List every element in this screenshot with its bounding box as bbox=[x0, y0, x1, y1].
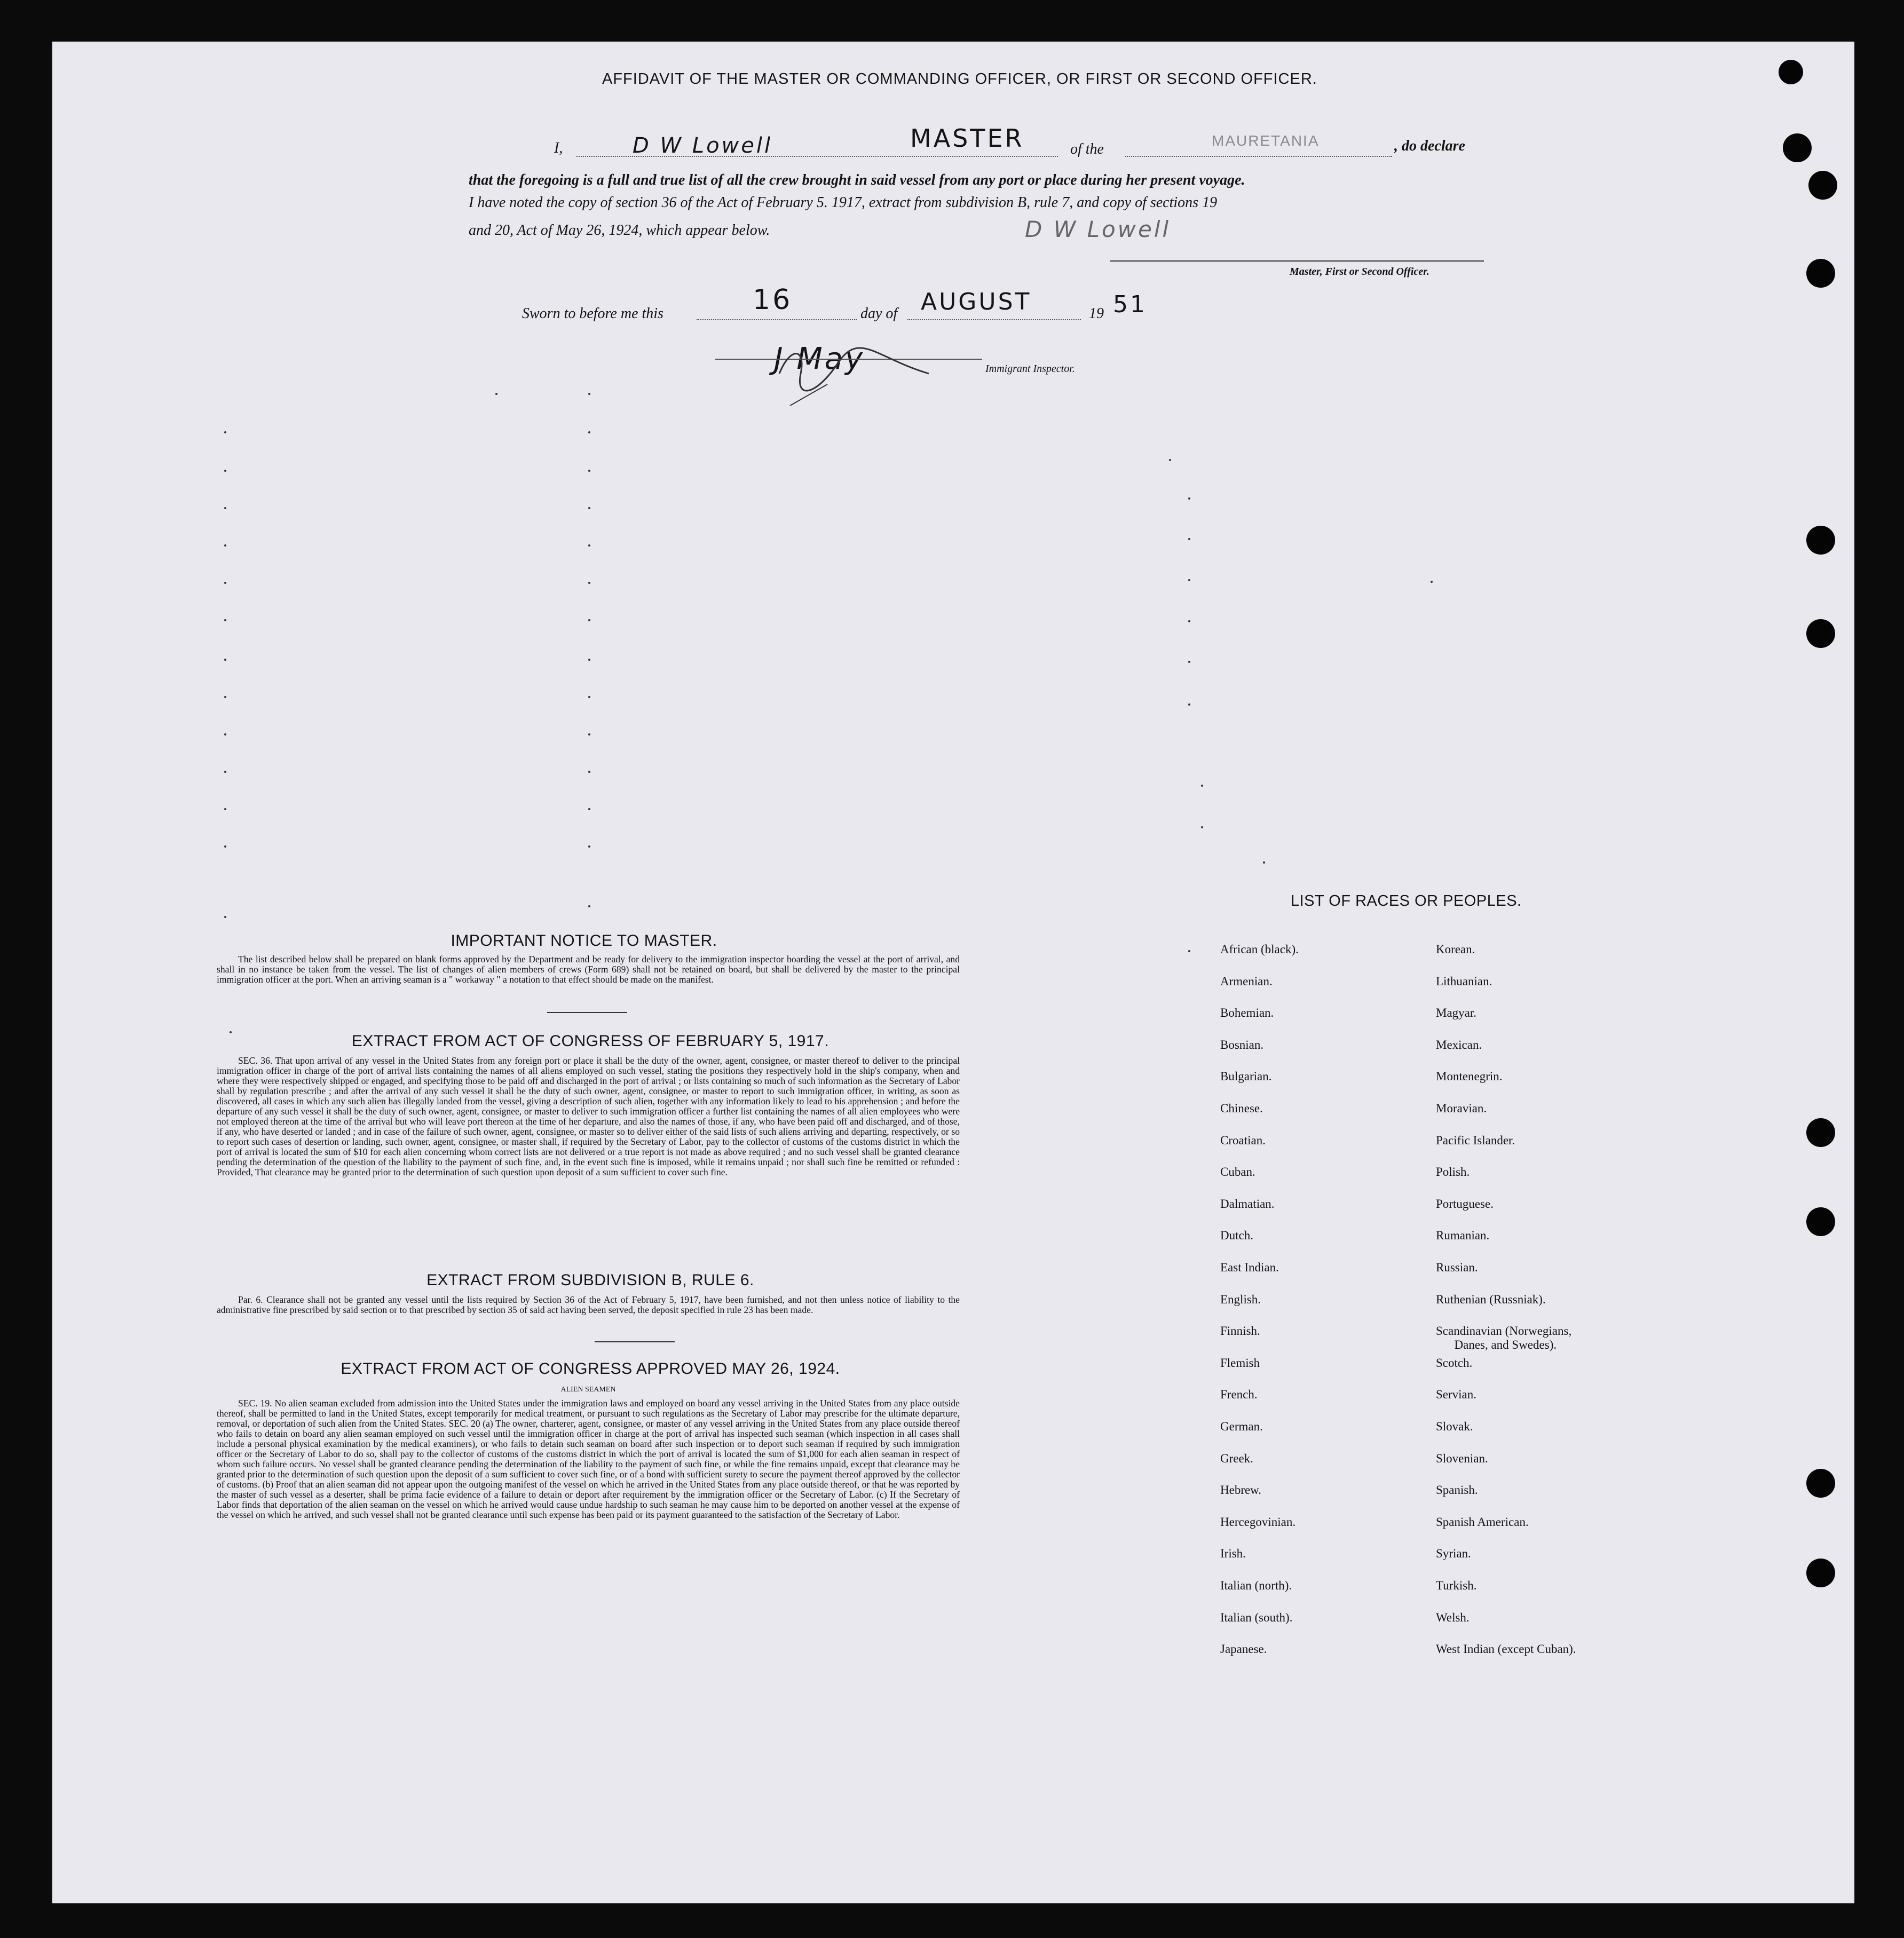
race-item: Chinese. bbox=[1220, 1102, 1263, 1115]
month-handwritten: AUGUST bbox=[921, 288, 1032, 315]
speck bbox=[1188, 579, 1190, 581]
race-item: English. bbox=[1220, 1292, 1261, 1306]
speck bbox=[588, 470, 590, 472]
speck bbox=[588, 845, 590, 848]
speck bbox=[1188, 661, 1190, 663]
race-item: Turkish. bbox=[1436, 1579, 1477, 1592]
speck bbox=[224, 544, 226, 547]
extract-rule6-body: Par. 6. Clearance shall not be granted any vessel until the lists required by Section 36 of the Act of February 5, 1917, have been furnished, and not then unless notice of liability to the administrative fine prescribed by said section or to that prescribed by section 35 of said act having been served, the deposit specified in rule 23 has been made. bbox=[217, 1294, 960, 1315]
month-line bbox=[907, 319, 1081, 320]
punch-hole bbox=[1806, 1118, 1835, 1147]
speck bbox=[588, 696, 590, 698]
race-item: Bulgarian. bbox=[1220, 1070, 1272, 1083]
affidavit-i-prefix: I, bbox=[554, 140, 563, 156]
speck bbox=[224, 659, 226, 661]
speck bbox=[1188, 620, 1190, 622]
race-item: Pacific Islander. bbox=[1436, 1133, 1515, 1147]
speck bbox=[224, 696, 226, 698]
punch-hole bbox=[1779, 60, 1803, 84]
affidavit-line-4: and 20, Act of May 26, 1924, which appear below. bbox=[469, 222, 770, 239]
race-item: Croatian. bbox=[1220, 1133, 1266, 1147]
of-the-label: of the bbox=[1070, 141, 1104, 157]
day-handwritten: 16 bbox=[753, 284, 793, 316]
extract-rule6-title: EXTRACT FROM SUBDIVISION B, RULE 6. bbox=[426, 1271, 754, 1289]
speck bbox=[1431, 581, 1433, 583]
speck bbox=[1188, 538, 1190, 540]
day-of-label: day of bbox=[860, 305, 898, 322]
race-item: Finnish. bbox=[1220, 1324, 1260, 1338]
race-item: Polish. bbox=[1436, 1165, 1470, 1179]
punch-hole bbox=[1806, 619, 1835, 648]
speck bbox=[1188, 950, 1190, 952]
day-line bbox=[697, 319, 857, 320]
speck bbox=[224, 431, 226, 433]
race-item: Dalmatian. bbox=[1220, 1197, 1275, 1211]
race-item: Japanese. bbox=[1220, 1642, 1267, 1656]
speck bbox=[588, 582, 590, 584]
race-item: Scotch. bbox=[1436, 1356, 1473, 1370]
vessel-line bbox=[1125, 156, 1392, 157]
race-item: Ruthenian (Russniak). bbox=[1436, 1292, 1546, 1306]
speck bbox=[588, 393, 590, 395]
race-item: Greek. bbox=[1220, 1451, 1253, 1465]
affidavit-line-3: I have noted the copy of section 36 of the Act of February 5. 1917, extract from subdivision B, rule 7, and copy of sections 19 bbox=[469, 194, 1218, 211]
speck bbox=[588, 771, 590, 773]
race-item: Magyar. bbox=[1436, 1006, 1477, 1020]
punch-hole bbox=[1808, 171, 1837, 200]
year-prefix: 19 bbox=[1089, 305, 1104, 322]
race-item: Cuban. bbox=[1220, 1165, 1255, 1179]
sworn-label: Sworn to before me this bbox=[522, 305, 663, 322]
race-item: Lithuanian. bbox=[1436, 974, 1492, 988]
speck bbox=[1169, 459, 1171, 461]
speck bbox=[1201, 826, 1203, 828]
speck bbox=[495, 393, 497, 395]
punch-hole bbox=[1806, 1559, 1835, 1587]
race-item: German. bbox=[1220, 1420, 1263, 1433]
speck bbox=[588, 659, 590, 661]
race-item: Bohemian. bbox=[1220, 1006, 1274, 1020]
master-name-handwritten: D W Lowell bbox=[633, 133, 773, 158]
race-item: Welsh. bbox=[1436, 1610, 1470, 1624]
speck bbox=[224, 507, 226, 509]
race-item: Spanish American. bbox=[1436, 1515, 1529, 1529]
race-item: Bosnian. bbox=[1220, 1038, 1264, 1051]
speck bbox=[1188, 497, 1190, 500]
punch-hole bbox=[1806, 526, 1835, 555]
extract-1924-subtitle: ALIEN SEAMEN bbox=[560, 1386, 616, 1394]
punch-hole bbox=[1783, 133, 1812, 162]
race-item: Slovenian. bbox=[1436, 1451, 1488, 1465]
master-caption: Master, First or Second Officer. bbox=[1290, 266, 1429, 278]
rank-handwritten: MASTER bbox=[910, 124, 1024, 153]
speck bbox=[1263, 861, 1265, 864]
speck bbox=[588, 808, 590, 810]
speck bbox=[224, 808, 226, 810]
speck bbox=[588, 619, 590, 621]
master-signature-line bbox=[1110, 260, 1484, 262]
race-item: Armenian. bbox=[1220, 974, 1273, 988]
race-item: Portuguese. bbox=[1436, 1197, 1494, 1211]
speck bbox=[588, 905, 590, 907]
notice-title: IMPORTANT NOTICE TO MASTER. bbox=[451, 932, 717, 950]
speck bbox=[224, 619, 226, 621]
speck bbox=[224, 771, 226, 773]
race-item: Slovak. bbox=[1436, 1420, 1473, 1433]
race-item: Syrian. bbox=[1436, 1547, 1471, 1561]
speck bbox=[224, 582, 226, 584]
vessel-name-stamp: MAURETANIA bbox=[1212, 132, 1320, 149]
inspector-caption: Immigrant Inspector. bbox=[985, 363, 1075, 375]
speck bbox=[588, 507, 590, 509]
race-item: Flemish bbox=[1220, 1356, 1260, 1370]
speck bbox=[224, 470, 226, 472]
speck bbox=[224, 733, 226, 735]
race-item: Spanish. bbox=[1436, 1483, 1478, 1497]
race-item: West Indian (except Cuban). bbox=[1436, 1642, 1576, 1656]
master-signature: D W Lowell bbox=[1025, 216, 1171, 242]
speck bbox=[1188, 703, 1190, 706]
race-item: Italian (south). bbox=[1220, 1610, 1293, 1624]
race-item: Korean. bbox=[1436, 943, 1475, 956]
affidavit-line-2: that the foregoing is a full and true list of all the crew brought in said vessel from any port or place during her present voyage. bbox=[469, 172, 1245, 188]
punch-hole bbox=[1806, 1469, 1835, 1498]
race-item: East Indian. bbox=[1220, 1261, 1279, 1274]
speck bbox=[588, 544, 590, 547]
race-item: Montenegrin. bbox=[1436, 1070, 1503, 1083]
race-item: Dutch. bbox=[1220, 1229, 1253, 1243]
race-item: Scandinavian (Norwegians, Danes, and Swedes). bbox=[1436, 1324, 1572, 1352]
race-item: Mexican. bbox=[1436, 1038, 1482, 1051]
extract-1924-title: EXTRACT FROM ACT OF CONGRESS APPROVED MAY 26, 1924. bbox=[341, 1360, 840, 1378]
year-handwritten: 51 bbox=[1113, 291, 1147, 318]
speck bbox=[588, 733, 590, 735]
race-item: Irish. bbox=[1220, 1547, 1246, 1561]
affidavit-title: AFFIDAVIT OF THE MASTER OR COMMANDING OFFICER, OR FIRST OR SECOND OFFICER. bbox=[602, 70, 1317, 88]
speck bbox=[588, 431, 590, 433]
extract-1917-title: EXTRACT FROM ACT OF CONGRESS OF FEBRUARY 5, 1917. bbox=[351, 1032, 829, 1050]
extract-1924-body: SEC. 19. No alien seaman excluded from admission into the United States under the immigration laws and employed on board any vessel arriving in the United States from any place outside thereof, shall be permitted to land in the United States, except temporarily for medical treatment, or pursuant to such regulations as the Secretary of Labor may prescribe for the ultimate departure, removal, or deportation of such alien from the United States. SEC. 20 (a) The owner, charterer, agent, consignee, or master of any vessel arriving in the United States from any place outside thereof who fails to detain on board any alien seaman employed on such vessel until the immigration officer in charge at the port of arrival has inspected such seaman (which inspection in all cases shall include a personal physical examination by the medical examiners), or who fails to detain such seaman on board after such inspection or to deport such seaman if required by such immigration officer or the Secretary of Labor to do so, shall pay to the collector of customs of the customs district in which the port of arrival is located the sum of $1,000 for each alien seaman in respect of whom such failure occurs. No vessel shall be granted clearance pending the determination of the liability to the payment of such fine, or while the fine remains unpaid, except that clearance may be granted prior to the determination of such question upon the deposit of a sum sufficient to cover such fine, or of a bond with sufficient surety to secure the payment thereof approved by the collector of customs. (b) Proof that an alien seaman did not appear upon the outgoing manifest of the vessel on which he arrived in the United States from any place outside thereof, or that he was reported by the master of such vessel as a deserter, shall be prima facie evidence of a failure to detain or deport after requirement by the immigration officer or the Secretary of Labor. (c) If the Secretary of Labor finds that deportation of the alien seaman on the vessel on which he arrived would cause undue hardship to such seaman he may cause him to be deported on another vessel at the expense of the vessel on which he arrived, and such vessel shall not be granted clearance until such expense has been paid or its payment guaranteed to the satisfaction of the Secretary of Labor. bbox=[217, 1398, 960, 1520]
race-item: Hercegovinian. bbox=[1220, 1515, 1296, 1529]
race-item: Russian. bbox=[1436, 1261, 1478, 1274]
extract-1917-body: SEC. 36. That upon arrival of any vessel in the United States from any foreign port or place it shall be the duty of the owner, agent, consignee, or master thereof to deliver to the principal immigration officer in charge of the port of arrival lists containing the names of all aliens employed on such vessel, stating the positions they respectively hold in the ship's company, when and where they were respectively shipped or engaged, and specifying those to be paid off and discharged in the port of arrival ; or lists containing so much of such information as the Secretary of Labor shall by regulation prescribe ; and after the arrival of any such vessel it shall be the duty of such owner, agent, consignee, or master to report to such immigration officer, in writing, as soon as discovered, all cases in which any such alien has illegally landed from the vessel, giving a description of such alien, together with any information likely to lead to his apprehension ; and before the departure of any such vessel it shall be the duty of such owner, agent, consignee, or master to deliver to such immigration officer a further list containing the names of all alien employees who were not employed thereon at the time of the arrival but who will leave port thereon at the time of her departure, and also the names of those, if any, who have been paid off and discharged, and of those, if any, who have deserted or landed ; and in case of the failure of such owner, agent, consignee, or master so to deliver either of the said lists of such aliens arriving and departing, respectively, or so to report such cases of desertion or landing, such owner, agent, consignee, or master shall, if required by the Secretary of Labor, pay to the collector of customs of the customs district in which the port of arrival is located the sum of $10 for each alien concerning whom correct lists are not delivered or a true report is not made as above required ; and no such vessel shall be granted clearance pending the determination of the question of the liability to the payment of such fine, and, in the event such fine is imposed, while it remains unpaid ; nor shall such fine be remitted or refunded : Provided, That clearance may be granted prior to the determination of such question upon deposit of a sum sufficient to cover such fine. bbox=[217, 1055, 960, 1177]
race-item: Rumanian. bbox=[1436, 1229, 1490, 1243]
do-declare-label: , do declare bbox=[1394, 138, 1465, 154]
race-item: Hebrew. bbox=[1220, 1483, 1262, 1497]
punch-hole bbox=[1806, 1207, 1835, 1236]
section-divider bbox=[595, 1341, 675, 1342]
section-divider bbox=[547, 1012, 627, 1013]
speck bbox=[224, 916, 226, 918]
race-item: Italian (north). bbox=[1220, 1579, 1292, 1592]
race-item: Moravian. bbox=[1436, 1102, 1487, 1115]
inspector-signature-flourish bbox=[769, 342, 939, 406]
races-title: LIST OF RACES OR PEOPLES. bbox=[1291, 892, 1522, 909]
race-item: Servian. bbox=[1436, 1388, 1477, 1402]
speck bbox=[1201, 785, 1203, 787]
inspector-signature: J May bbox=[774, 342, 865, 376]
notice-body: The list described below shall be prepared on blank forms approved by the Department and be ready for delivery to the immigration inspector boarding the vessel at the port of arrival, and shall in no instance be taken from the vessel. The list of changes of alien members of crews (Form 689) shall not be retained on board, but shall be delivered by the master to the principal immigration officer at the port. When an arriving seaman is a " workaway " a notation to that effect should be made on the manifest. bbox=[217, 954, 960, 985]
punch-hole bbox=[1806, 259, 1835, 288]
speck bbox=[224, 845, 226, 848]
race-item: African (black). bbox=[1220, 943, 1299, 956]
race-item: French. bbox=[1220, 1388, 1258, 1402]
